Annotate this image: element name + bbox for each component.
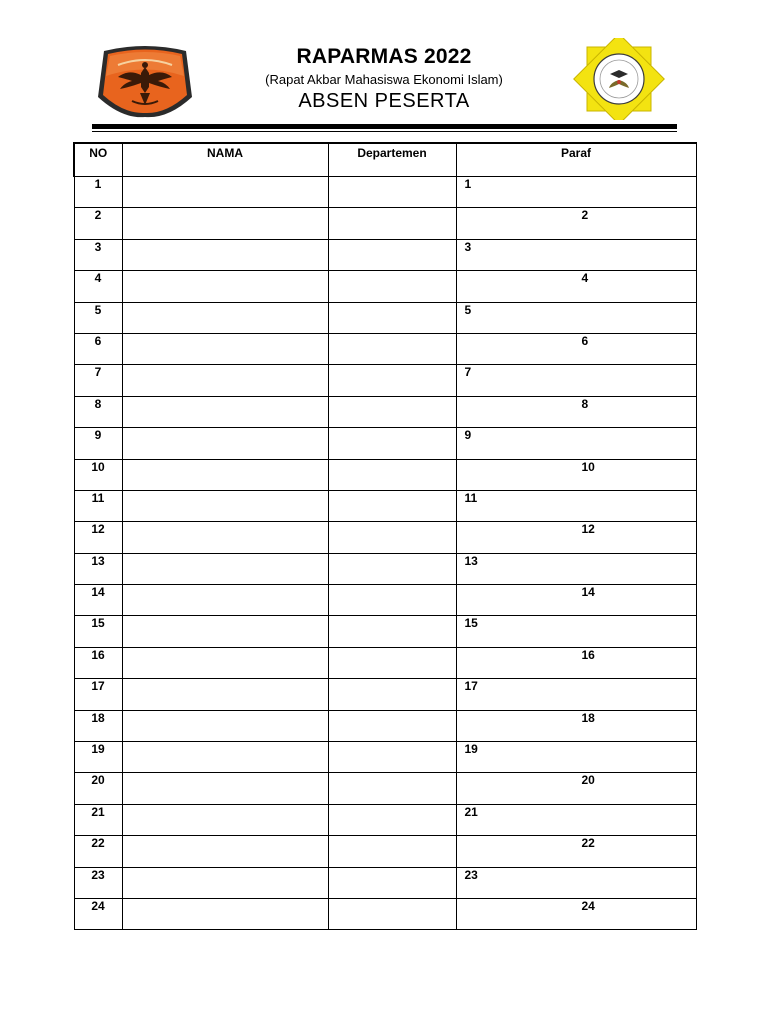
cell-departemen[interactable] bbox=[328, 396, 456, 427]
cell-nama[interactable] bbox=[122, 428, 328, 459]
cell-no: 15 bbox=[74, 616, 122, 647]
cell-paraf: 21 bbox=[456, 804, 696, 835]
cell-nama[interactable] bbox=[122, 898, 328, 929]
cell-paraf: 9 bbox=[456, 428, 696, 459]
cell-nama[interactable] bbox=[122, 679, 328, 710]
table-row bbox=[74, 647, 696, 678]
cell-no: 2 bbox=[74, 208, 122, 239]
cell-no: 4 bbox=[74, 271, 122, 302]
cell-no: 8 bbox=[74, 396, 122, 427]
cell-departemen[interactable] bbox=[328, 459, 456, 490]
cell-nama[interactable] bbox=[122, 616, 328, 647]
cell-no: 12 bbox=[74, 522, 122, 553]
cell-nama[interactable] bbox=[122, 177, 328, 208]
cell-departemen[interactable] bbox=[328, 522, 456, 553]
cell-departemen[interactable] bbox=[328, 208, 456, 239]
cell-paraf: 16 bbox=[456, 647, 696, 678]
cell-departemen[interactable] bbox=[328, 239, 456, 270]
cell-departemen[interactable] bbox=[328, 867, 456, 898]
cell-no: 10 bbox=[74, 459, 122, 490]
table-row bbox=[74, 302, 696, 333]
cell-nama[interactable] bbox=[122, 239, 328, 270]
cell-departemen[interactable] bbox=[328, 647, 456, 678]
cell-no: 7 bbox=[74, 365, 122, 396]
cell-nama[interactable] bbox=[122, 302, 328, 333]
header-divider-thin bbox=[92, 131, 677, 132]
cell-departemen[interactable] bbox=[328, 804, 456, 835]
cell-paraf: 17 bbox=[456, 679, 696, 710]
cell-nama[interactable] bbox=[122, 553, 328, 584]
cell-nama[interactable] bbox=[122, 333, 328, 364]
cell-departemen[interactable] bbox=[328, 553, 456, 584]
cell-nama[interactable] bbox=[122, 710, 328, 741]
table-row bbox=[74, 459, 696, 490]
cell-nama[interactable] bbox=[122, 836, 328, 867]
cell-no: 20 bbox=[74, 773, 122, 804]
table-row bbox=[74, 585, 696, 616]
cell-departemen[interactable] bbox=[328, 742, 456, 773]
cell-nama[interactable] bbox=[122, 365, 328, 396]
table-row bbox=[74, 553, 696, 584]
cell-no: 6 bbox=[74, 333, 122, 364]
table-row bbox=[74, 898, 696, 929]
cell-paraf: 4 bbox=[456, 271, 696, 302]
attendance-table bbox=[73, 142, 697, 930]
document-title: RAPARMAS 2022 bbox=[296, 45, 472, 68]
cell-departemen[interactable] bbox=[328, 710, 456, 741]
cell-paraf: 5 bbox=[456, 302, 696, 333]
table-row bbox=[74, 679, 696, 710]
cell-nama[interactable] bbox=[122, 208, 328, 239]
document-subtitle: (Rapat Akbar Mahasiswa Ekonomi Islam) bbox=[265, 72, 503, 87]
table-header-row bbox=[74, 143, 696, 177]
cell-paraf: 12 bbox=[456, 522, 696, 553]
cell-nama[interactable] bbox=[122, 804, 328, 835]
table-row bbox=[74, 742, 696, 773]
cell-nama[interactable] bbox=[122, 585, 328, 616]
cell-nama[interactable] bbox=[122, 867, 328, 898]
cell-paraf: 13 bbox=[456, 553, 696, 584]
column-header-no: NO bbox=[74, 143, 122, 177]
cell-departemen[interactable] bbox=[328, 585, 456, 616]
table-row bbox=[74, 396, 696, 427]
cell-nama[interactable] bbox=[122, 396, 328, 427]
cell-departemen[interactable] bbox=[328, 679, 456, 710]
table-row bbox=[74, 867, 696, 898]
cell-nama[interactable] bbox=[122, 459, 328, 490]
cell-nama[interactable] bbox=[122, 522, 328, 553]
table-row bbox=[74, 804, 696, 835]
table-row bbox=[74, 208, 696, 239]
cell-no: 9 bbox=[74, 428, 122, 459]
cell-paraf: 8 bbox=[456, 396, 696, 427]
table-row bbox=[74, 365, 696, 396]
cell-paraf: 20 bbox=[456, 773, 696, 804]
cell-no: 19 bbox=[74, 742, 122, 773]
cell-paraf: 7 bbox=[456, 365, 696, 396]
cell-paraf: 23 bbox=[456, 867, 696, 898]
table-row bbox=[74, 428, 696, 459]
cell-nama[interactable] bbox=[122, 490, 328, 521]
table-row bbox=[74, 239, 696, 270]
cell-departemen[interactable] bbox=[328, 490, 456, 521]
cell-departemen[interactable] bbox=[328, 898, 456, 929]
cell-paraf: 1 bbox=[456, 177, 696, 208]
cell-paraf: 6 bbox=[456, 333, 696, 364]
cell-paraf: 11 bbox=[456, 490, 696, 521]
cell-departemen[interactable] bbox=[328, 773, 456, 804]
cell-departemen[interactable] bbox=[328, 302, 456, 333]
cell-paraf: 24 bbox=[456, 898, 696, 929]
cell-no: 23 bbox=[74, 867, 122, 898]
cell-no: 14 bbox=[74, 585, 122, 616]
cell-nama[interactable] bbox=[122, 647, 328, 678]
cell-no: 11 bbox=[74, 490, 122, 521]
cell-departemen[interactable] bbox=[328, 271, 456, 302]
cell-no: 1 bbox=[74, 177, 122, 208]
cell-paraf: 2 bbox=[456, 208, 696, 239]
cell-departemen[interactable] bbox=[328, 836, 456, 867]
cell-paraf: 19 bbox=[456, 742, 696, 773]
cell-paraf: 10 bbox=[456, 459, 696, 490]
cell-no: 22 bbox=[74, 836, 122, 867]
cell-departemen[interactable] bbox=[328, 177, 456, 208]
table-row bbox=[74, 271, 696, 302]
cell-departemen[interactable] bbox=[328, 333, 456, 364]
table-row bbox=[74, 490, 696, 521]
cell-no: 3 bbox=[74, 239, 122, 270]
cell-no: 13 bbox=[74, 553, 122, 584]
cell-no: 18 bbox=[74, 710, 122, 741]
cell-no: 17 bbox=[74, 679, 122, 710]
cell-no: 5 bbox=[74, 302, 122, 333]
table-row bbox=[74, 836, 696, 867]
table-row bbox=[74, 333, 696, 364]
cell-departemen[interactable] bbox=[328, 616, 456, 647]
table-row bbox=[74, 616, 696, 647]
document-heading: ABSEN PESERTA bbox=[298, 90, 470, 112]
cell-paraf: 15 bbox=[456, 616, 696, 647]
cell-paraf: 22 bbox=[456, 836, 696, 867]
cell-paraf: 3 bbox=[456, 239, 696, 270]
cell-departemen[interactable] bbox=[328, 365, 456, 396]
column-header-departemen: Departemen bbox=[328, 143, 456, 177]
column-header-paraf: Paraf bbox=[456, 143, 696, 177]
table-row bbox=[74, 710, 696, 741]
cell-no: 24 bbox=[74, 898, 122, 929]
cell-no: 16 bbox=[74, 647, 122, 678]
table-row bbox=[74, 177, 696, 208]
column-header-nama: NAMA bbox=[122, 143, 328, 177]
table-row bbox=[74, 522, 696, 553]
cell-nama[interactable] bbox=[122, 773, 328, 804]
cell-paraf: 18 bbox=[456, 710, 696, 741]
cell-departemen[interactable] bbox=[328, 428, 456, 459]
cell-nama[interactable] bbox=[122, 742, 328, 773]
cell-no: 21 bbox=[74, 804, 122, 835]
cell-nama[interactable] bbox=[122, 271, 328, 302]
cell-paraf: 14 bbox=[456, 585, 696, 616]
table-row bbox=[74, 773, 696, 804]
header-divider-thick bbox=[92, 124, 677, 129]
